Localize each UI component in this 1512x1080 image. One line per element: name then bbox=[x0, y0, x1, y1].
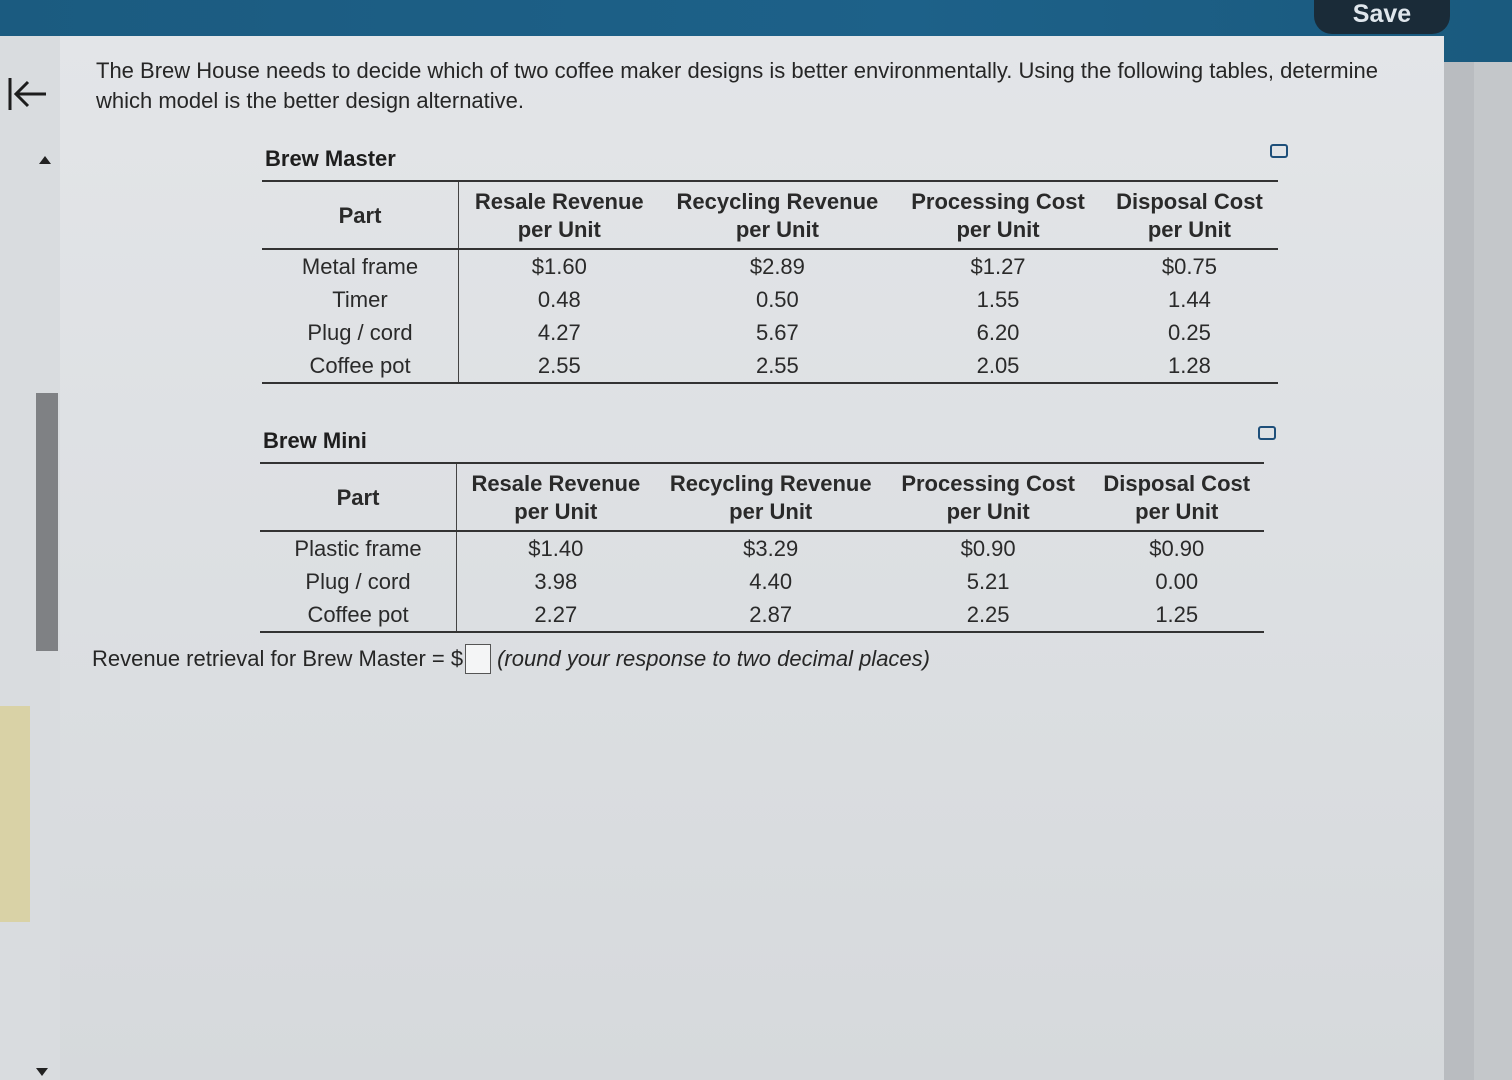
brew-mini-table bbox=[260, 462, 1264, 633]
table-cell: 4.27 bbox=[537, 320, 581, 345]
column-header: Resale Revenue per Unit bbox=[459, 181, 660, 249]
column-header: Recycling Revenue per Unit bbox=[660, 181, 896, 249]
table-cell: Plug / cord bbox=[262, 316, 459, 349]
table-cell: 1.44 bbox=[1168, 287, 1211, 312]
table-cell: $0.75 bbox=[1161, 254, 1217, 279]
table-row bbox=[262, 283, 1278, 316]
table-cell: Coffee pot bbox=[262, 349, 459, 383]
column-header: Disposal Cost per Unit bbox=[1101, 181, 1278, 249]
table-cell: 2.87 bbox=[655, 598, 887, 632]
table-header-row bbox=[262, 181, 1278, 249]
table-cell: $2.89 bbox=[749, 254, 805, 279]
question-text: The Brew House needs to decide which of two coffee maker designs is better environmentally. Using the following tables, determine which model is the better design alternative. bbox=[96, 58, 1378, 113]
table-cell: Timer bbox=[262, 283, 459, 316]
table-cell: 1.55 bbox=[976, 287, 1020, 312]
right-panel-strip bbox=[1444, 62, 1474, 1080]
answer-label: Revenue retrieval for Brew Master = $ bbox=[92, 646, 464, 671]
table-cell: 2.25 bbox=[887, 598, 1090, 632]
column-header: Processing Cost per Unit bbox=[887, 463, 1090, 531]
table-cell: $0.90 bbox=[1149, 536, 1205, 561]
right-edge bbox=[1474, 62, 1512, 1080]
answer-input[interactable] bbox=[465, 644, 491, 674]
brew-master-table bbox=[262, 180, 1278, 384]
collapse-left-icon[interactable] bbox=[6, 72, 50, 116]
save-button[interactable]: Save bbox=[1314, 0, 1450, 34]
table-row bbox=[260, 565, 1264, 598]
copy-table-icon[interactable] bbox=[1270, 144, 1288, 158]
table-cell: Metal frame bbox=[262, 249, 459, 283]
column-header: Disposal Cost per Unit bbox=[1089, 463, 1264, 531]
table-cell: 5.21 bbox=[966, 569, 1010, 594]
table-cell: Plastic frame bbox=[260, 531, 457, 565]
scroll-up-icon[interactable] bbox=[39, 156, 51, 164]
table-cell: $1.40 bbox=[528, 536, 584, 561]
sidebar-highlight bbox=[0, 706, 30, 922]
column-header: Processing Cost per Unit bbox=[895, 181, 1101, 249]
table-cell: $3.29 bbox=[743, 536, 799, 561]
answer-line bbox=[92, 644, 930, 674]
table-row bbox=[260, 531, 1264, 565]
scroll-down-icon[interactable] bbox=[36, 1068, 48, 1076]
table-cell: 0.00 bbox=[1155, 569, 1199, 594]
table-cell: 5.67 bbox=[755, 320, 799, 345]
copy-table-icon[interactable] bbox=[1258, 426, 1276, 440]
answer-hint: (round your response to two decimal places) bbox=[497, 646, 930, 671]
table-cell: Plug / cord bbox=[260, 565, 457, 598]
table-cell: $0.90 bbox=[960, 536, 1016, 561]
table-row bbox=[262, 249, 1278, 283]
table-row bbox=[260, 598, 1264, 632]
scrollbar-thumb[interactable] bbox=[36, 393, 58, 651]
table-cell: 0.25 bbox=[1168, 320, 1211, 345]
column-header: Part bbox=[262, 181, 459, 249]
column-header: Resale Revenue per Unit bbox=[457, 463, 655, 531]
column-header: Recycling Revenue per Unit bbox=[655, 463, 887, 531]
brew-master-title: Brew Master bbox=[265, 146, 396, 171]
table-row bbox=[262, 316, 1278, 349]
table-cell: 1.25 bbox=[1089, 598, 1264, 632]
table-cell: 2.05 bbox=[895, 349, 1101, 383]
table-cell: 6.20 bbox=[976, 320, 1020, 345]
table-header-row bbox=[260, 463, 1264, 531]
table-cell: 0.50 bbox=[755, 287, 799, 312]
table-cell: 1.28 bbox=[1101, 349, 1278, 383]
table-cell: $1.27 bbox=[970, 254, 1026, 279]
table-cell: 2.55 bbox=[459, 349, 660, 383]
brew-mini-title: Brew Mini bbox=[263, 428, 367, 453]
table-cell: 0.48 bbox=[537, 287, 581, 312]
table-cell: 4.40 bbox=[749, 569, 793, 594]
table-cell: 2.55 bbox=[660, 349, 896, 383]
table-cell: 2.27 bbox=[457, 598, 655, 632]
table-cell: $1.60 bbox=[531, 254, 587, 279]
table-cell: 3.98 bbox=[534, 569, 578, 594]
table-cell: Coffee pot bbox=[260, 598, 457, 632]
column-header: Part bbox=[260, 463, 457, 531]
table-row bbox=[262, 349, 1278, 383]
